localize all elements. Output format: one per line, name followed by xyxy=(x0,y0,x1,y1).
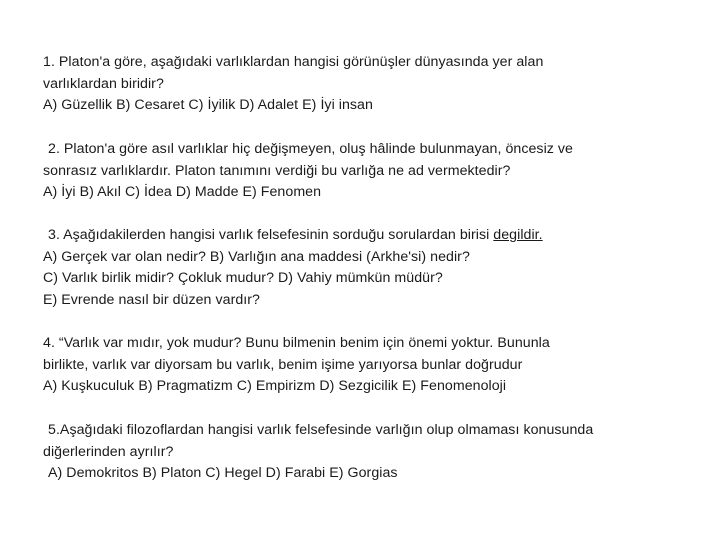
question-4-text-line-2: birlikte, varlık var diyorsam bu varlık, benim işime yarıyorsa bunlar doğrudur xyxy=(43,356,523,373)
question-5 xyxy=(43,420,703,485)
question-2-text-line-2: sonrasız varlıklardır. Platon tanımını verdiği bu varlığa ne ad vermektedir? xyxy=(43,162,511,179)
question-3 xyxy=(43,225,703,311)
question-3-underlined-word: degildir. xyxy=(493,227,543,243)
question-4-options: A) Kuşkuculuk B) Pragmatizm C) Empirizm D) Sezgicilik E) Fenomenoloji xyxy=(43,378,507,394)
question-1-text-line-1: 1. Platon'a göre, aşağıdaki varlıklardan hangisi görünüşler dünyasında yer alan xyxy=(43,54,544,70)
question-3-text: 3. Aşağıdakilerden hangisi varlık felsefesinin sorduğu sorulardan birisi xyxy=(48,227,494,243)
question-2-text-line-1: 2. Platon'a göre asıl varlıklar hiç değişmeyen, oluş hâlinde bulunmayan, öncesiz ve xyxy=(48,141,573,157)
question-3-text-line-1 xyxy=(43,225,703,247)
question-1 xyxy=(43,52,703,117)
question-3-options-line-2: C) Varlık birlik midir? Çokluk mudur? D) Vahiy mümkün müdür? xyxy=(43,270,443,286)
question-5-text-line-1: 5.Aşağıdaki filozoflardan hangisi varlık felsefesinde varlığın olup olmaması konusunda xyxy=(48,422,594,438)
question-4-text-line-1: 4. “Varlık var mıdır, yok mudur? Bunu bilmenin benim için önemi yoktur. Bununla xyxy=(43,335,550,351)
question-2 xyxy=(43,139,703,204)
question-3-options-line-1: A) Gerçek var olan nedir? B) Varlığın ana maddesi (Arkhe'si) nedir? xyxy=(43,248,470,265)
question-3-options-line-3: E) Evrende nasıl bir düzen vardır? xyxy=(43,291,260,308)
question-5-text-line-2: diğerlerinden ayrılır? xyxy=(43,443,174,460)
question-4 xyxy=(43,333,703,398)
question-1-options: A) Güzellik B) Cesaret C) İyilik D) Adalet E) İyi insan xyxy=(43,97,373,113)
question-1-text-line-2: varlıklardan biridir? xyxy=(43,75,164,92)
question-2-options: A) İyi B) Akıl C) İdea D) Madde E) Fenomen xyxy=(43,184,322,200)
question-5-options: A) Demokritos B) Platon C) Hegel D) Farabi E) Gorgias xyxy=(48,465,398,481)
